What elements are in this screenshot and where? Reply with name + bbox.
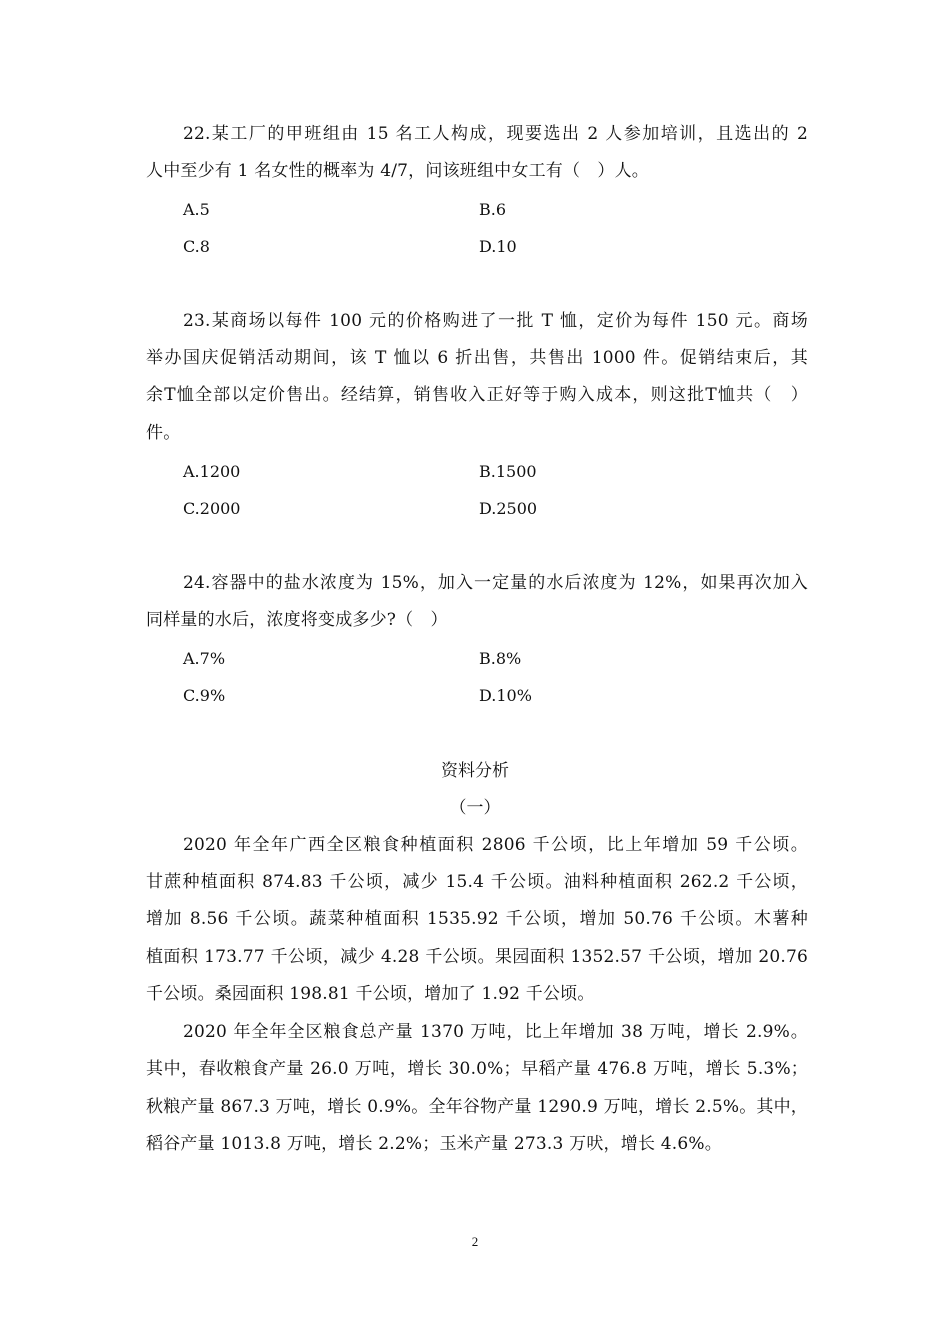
page-number: 2 bbox=[471, 1234, 479, 1249]
paragraph-2-line-2: 其中，春收粮食产量 26.0 万吨，增长 30.0%；早稻产量 476.8 万吨，增长 5.3%； bbox=[146, 1059, 808, 1079]
question-23-line-1: 23.某商场以每件 100 元的价格购进了一批 T 恤，定价为每件 150 元。商场 bbox=[183, 311, 808, 331]
question-23-line-4: 件。 bbox=[146, 423, 181, 443]
question-22-option-d: D.10 bbox=[479, 237, 517, 256]
section-title: 资料分析 bbox=[441, 761, 509, 781]
paragraph-1-line-5: 千公顷。桑园面积 198.81 千公顷，增加了 1.92 千公顷。 bbox=[146, 984, 595, 1004]
question-23-option-a: A.1200 bbox=[183, 462, 241, 481]
paragraph-2-line-3: 秋粮产量 867.3 万吨，增长 0.9%。全年谷物产量 1290.9 万吨，增长 2.5%。其中， bbox=[146, 1097, 808, 1117]
paragraph-2-line-1: 2020 年全年全区粮食总产量 1370 万吨，比上年增加 38 万吨，增长 2.9%。 bbox=[183, 1022, 808, 1042]
question-22-option-b: B.6 bbox=[479, 200, 507, 219]
question-24-line-2: 同样量的水后，浓度将变成多少?（ ） bbox=[146, 610, 448, 630]
paragraph-1-line-1: 2020 年全年广西全区粮食种植面积 2806 千公顷，比上年增加 59 千公顷。 bbox=[183, 835, 808, 855]
paragraph-1-line-2: 甘蔗种植面积 874.83 千公顷，减少 15.4 千公顷。油料种植面积 262.2 千公顷， bbox=[146, 872, 808, 892]
question-24-option-d: D.10% bbox=[479, 686, 532, 705]
question-23-option-b: B.1500 bbox=[479, 462, 537, 481]
question-22-option-c: C.8 bbox=[183, 237, 210, 256]
question-23-line-2: 举办国庆促销活动期间，该 T 恤以 6 折出售，共售出 1000 件。促销结束后，其 bbox=[146, 348, 808, 368]
paragraph-1-line-4: 植面积 173.77 千公顷，减少 4.28 千公顷。果园面积 1352.57 千公顷，增加 20.76 bbox=[146, 947, 808, 967]
question-24-option-c: C.9% bbox=[183, 686, 226, 705]
paragraph-1-line-3: 增加 8.56 千公顷。蔬菜种植面积 1535.92 千公顷，增加 50.76 千公顷。木薯种 bbox=[146, 909, 808, 929]
question-24-option-a: A.7% bbox=[183, 649, 226, 668]
question-22-option-a: A.5 bbox=[183, 200, 210, 219]
section-subtitle: （一） bbox=[449, 798, 501, 818]
question-24-line-1: 24.容器中的盐水浓度为 15%，加入一定量的水后浓度为 12%，如果再次加入 bbox=[183, 573, 808, 593]
question-22-line-2: 人中至少有 1 名女性的概率为 4/7，问该班组中女工有（ ）人。 bbox=[146, 161, 649, 181]
question-23-option-d: D.2500 bbox=[479, 499, 538, 518]
question-23-option-c: C.2000 bbox=[183, 499, 241, 518]
paragraph-2-line-4: 稻谷产量 1013.8 万吨，增长 2.2%；玉米产量 273.3 万吠，增长 4.6%。 bbox=[146, 1134, 722, 1154]
question-24-option-b: B.8% bbox=[479, 649, 522, 668]
question-22-line-1: 22.某工厂的甲班组由 15 名工人构成，现要选出 2 人参加培训，且选出的 2 bbox=[183, 124, 808, 144]
question-23-line-3: 余T恤全部以定价售出。经结算，销售收入正好等于购入成本，则这批T恤共（ ） bbox=[146, 385, 808, 405]
